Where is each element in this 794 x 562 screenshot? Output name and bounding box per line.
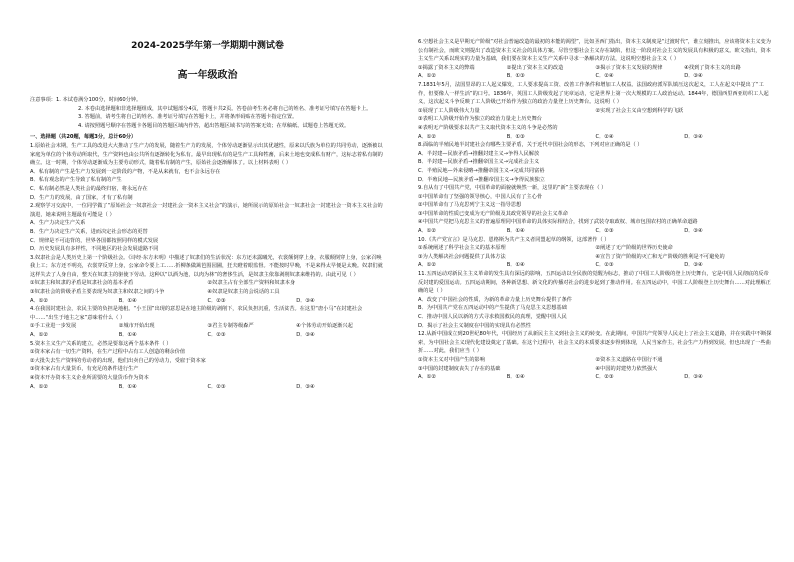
answer-choice: C．②③	[595, 262, 614, 269]
question-option: D．揭示了社会主义制度在中国的实现具有必然性	[418, 322, 531, 329]
question-option: ①系统阐述了科学社会主义的基本原理	[418, 245, 506, 252]
question-option: ③中国革命的性质已变成为无产阶级及其政党领导的社会主义革命	[418, 210, 568, 217]
question-stem: 8.面临的半殖民地半封建社会有哪些主要矛盾，关于近代中国社会的形态，下列对应正确的是（ ）	[418, 142, 643, 149]
answer-choice: C．②③	[595, 228, 614, 235]
answer-choice: B．①④	[118, 383, 137, 390]
question-stem: 5.资本主义生产关系的建立，必然是要靠这两个基本条件（ ）	[30, 340, 172, 347]
question-option: B．为中国共产党在五四运动中的产生提供了马克思主义思想基础	[418, 305, 567, 312]
question-option: ②阐述了无产阶级的世界历史使命	[595, 245, 673, 252]
answer-choice: C．②④	[595, 133, 614, 140]
question-option: D．生产力的发展，由了国家，才有了私有制	[30, 194, 133, 201]
question-option: ④宣告了资产阶级的灭亡和无产阶级的胜利是不可避免的	[595, 253, 725, 260]
question-option: C．私有制必然是人类社会的最终归宿，将永远存在	[30, 185, 148, 192]
question-option: ①奴隶主和奴隶的矛盾是奴隶社会的基本矛盾	[30, 280, 134, 287]
question-stem: 12.从新中国成立到20世纪80年代，中国经历了从新民主主义到社会主义的转变。在此期间，中国共产党领导人民走上了社会主义道路，并在实践中不断探索，为中国社会主义现代化建设奠定了基础。在这个过程中，社会主义的本质要求逐步得到体现，人民当家作主，社会生产力得到发展，但也出现了一些曲折……对此，我们应当（ ）	[418, 331, 772, 355]
section-heading: 一、选择题（共20题，每题3分，总计60分）	[30, 134, 137, 141]
answer-choice: B．①④	[506, 228, 525, 235]
answer-choice: A．①②	[30, 297, 49, 304]
question-12	[418, 330, 773, 382]
answer-choice: B．①③	[506, 133, 525, 140]
answer-choice: C．②③	[595, 374, 614, 381]
question-option: D．历史发展具有多样性，不同地区的社会发展道路不同	[30, 246, 159, 253]
question-option: ②资本主义道路在中国行不通	[595, 356, 663, 363]
question-4	[30, 305, 385, 339]
question-option: ③资本家占有大量货币，有充足的条件进行生产	[30, 366, 139, 373]
answer-choice: A．①②	[418, 374, 437, 381]
question-option: ②中国革命有了马克思列宁主义这一指导思想	[418, 202, 522, 209]
question-8	[418, 141, 773, 184]
question-option: A．私有制的产生是生产力发展到一定阶段的产物，不是从来就有，也不会永远存在	[30, 168, 221, 175]
question-stem: 7.1831年5月，法国里昂的工人起义爆发，工人要求提高工资、改善工作条件和增加工人权益。法国政府派军队镇压这次起义，工人在起义中提出了“工作，但要像人一样生活”的口号。1836年，英国工人阶级发起了宪章运动，它是世界上第一次大规模的工人政治运动。1844年，德国西里西亚纺织工人起义，这次起义斗争反映了工人阶级已开始作为独立的政治力量登上历史舞台。这说明（ ）	[418, 81, 769, 106]
question-option: B．私有观念的产生导致了私有制的产生	[30, 177, 122, 184]
answer-choice: B．①④	[118, 297, 137, 304]
exam-notes	[30, 96, 385, 130]
question-option: ②大批失去生产资料的劳动者的出现，他们出卖自己的劳动力，受雇于资本家	[30, 357, 206, 364]
question-stem: 4.在我国封建社会，农民主要的负担是地租。“小王国”出现的意思是在地主阶级的剥削下，农民负担沉重，生活贫苦。在这里“唐小马”在封建社会中……“出生于地主之家”意味着什么（ ）	[30, 306, 363, 321]
question-option: ④资本开办资本主义企业所需要的大量货币作为资本	[30, 375, 149, 381]
question-1	[30, 142, 385, 202]
note-line: 4. 请按照题号顺序在答题卡各题目的答题区域内作答，超出答题区域书写的答案无效；在草稿纸、试题卷上答题无效。	[78, 122, 350, 129]
question-option: ③揭示了资本主义发展的规律	[595, 64, 663, 71]
answer-choice: A．①②	[418, 133, 437, 140]
answer-choice: B．①④	[118, 332, 137, 339]
question-option: ②提出了资本主义的改造	[506, 64, 564, 71]
answer-choice: B．①④	[506, 374, 525, 381]
question-stem: 9.自从有了中国共产党，中国革命的面貌就焕然一新，这里的“新”主要表现在（ ）	[418, 185, 607, 192]
answer-choice: D．③④	[684, 73, 703, 80]
question-stem: 2.观察学习交流中，一位同学做了“原始社会一奴隶社会一封建社会一资本主义社会”的演示，她所展示的原始社会一奴隶社会一封建社会一资本主义社会的演进，她来说明主题最有可能是（ ）	[30, 203, 383, 218]
answer-choice: D．③④	[296, 332, 315, 339]
question-stem: 6.空想社会主义是早期无产阶级“对社会普遍改造的最初的本能的渴望”，比如圣西门指出，资本主义制度是“过渡时代”，谁立刻推出，应该将资本主义变为公有制社会，而欧文则提出了改造资本主义社会的具体方案。尽管空想社会主义存在缺陷，但这一阶段对社会主义的发展具有积极的意义。欧文指出，资本主义生产关系以现实的力量为基础，我们要在资本主义生产关系中寻求一条解决的方法，这说明空想社会主义（ ）	[418, 39, 771, 63]
answer-choice: A．①②	[418, 228, 437, 235]
answer-choice: A．①②	[418, 262, 437, 269]
question-option: ③表明工人阶级开始作为独立的政治力量走上历史舞台	[418, 116, 542, 123]
question-option: ④中国共产党把马克思主义的普遍原理同中国革命的具体实际相结合，找到了武装夺取政权、城市包围农村的正确革命道路	[418, 219, 698, 226]
question-6	[418, 38, 773, 81]
question-option: ④个体劳动开始逐渐兴起	[296, 323, 353, 330]
question-stem: 1.原始社会末期，生产工具的改进大大推动了生产力的发展，随着生产力的发展，个体劳动逐渐显示出其优越性，原来以氏族为单位的共同劳动，逐渐被以家庭为单位的个体劳动所取代，生产资料也由公共所有逐渐转化为私有。最早出现私有的是生产工具和牲畜，后来土地也变成私有财产，这标志着私有制的确立。这一时期，个体劳动逐渐成为主要劳动形式，随着私有制的产生，原始社会逐渐解体了。以上材料表明（ ）	[30, 142, 383, 167]
answer-choice: C．②③	[207, 332, 226, 339]
question-10	[418, 236, 773, 270]
answer-choice: D．③④	[684, 228, 703, 235]
question-option: B．生产力决定生产关系，进而决定社会形态的更替	[30, 228, 148, 235]
question-9	[418, 184, 773, 236]
answer-choice: A．①②	[30, 383, 49, 390]
question-option: ④中国的封建势力依然强大	[595, 365, 658, 372]
right-column	[418, 38, 773, 553]
question-option: C．半殖民地—外来侵略→推翻帝国主义→完成共同富裕	[418, 167, 545, 174]
answer-choice: B．①③	[506, 73, 525, 80]
question-option: ①手工业进一步发展	[30, 323, 77, 330]
question-stem: 10.《共产党宣言》是马克思、恩格斯为共产主义者同盟起草的纲领，这部著作（ ）	[418, 236, 610, 243]
question-option: ①资本家占有一切生产资料，在生产过程中占有工人创造的剩余价值	[30, 349, 186, 356]
question-option: A．半封建—民族矛盾→推翻封建主义→争得人民解放	[418, 150, 540, 157]
question-option: ②奴隶主占有全部生产资料和奴隶本身	[207, 280, 296, 287]
question-option: ③中国的封建制度丧失了存在的基础	[418, 365, 501, 372]
answer-choice: C．②④	[595, 73, 614, 80]
question-5	[30, 340, 385, 392]
question-option: ④奴隶是奴隶主的会说话的工具	[207, 289, 280, 296]
question-option: ①揭露了资本主义的弊端	[418, 64, 475, 71]
question-2	[30, 202, 385, 254]
answer-choice: D．③④	[684, 262, 703, 269]
answer-choice: A．①②	[30, 332, 49, 339]
note-line: 2. 本卷由选择题和非选择题组成，其中试题部分4页，答题卡共2页。答卷前考生务必将自己的姓名、准考证号填写在答题卡上。	[78, 105, 372, 112]
question-option: A．生产力决定生产关系	[30, 220, 86, 227]
question-stem: 11.五四运动对新民主主义革命的发生具有深远的影响，五四运动以全民族的觉醒为标志，推动了中国工人阶级的登上历史舞台，它是中国人民彻底的反帝反封建的爱国运动。五四运动期间，各种新思想、新文化的传播对社会的进步起到了推动作用。在五四运动中，中国工人阶级登上历史舞台……对此理解正确的是（ ）	[418, 271, 771, 295]
question-11	[418, 270, 773, 330]
answer-choice: D．③④	[296, 297, 315, 304]
exam-title: 2024-2025学年第一学期期中测试卷	[131, 41, 284, 51]
answer-choice: A．①②	[418, 73, 437, 80]
answer-choice: D．③④	[684, 133, 703, 140]
question-option: D．半殖民地—民族矛盾→推翻帝国主义→争得民族独立	[418, 176, 545, 183]
answer-choice: D．③④	[296, 383, 315, 390]
question-option: ③君主专制等级森严	[207, 323, 254, 330]
note-line: 注意事项：1. 本试卷满分100分，时间60分钟。	[30, 97, 142, 103]
answer-choice: D．③④	[684, 374, 703, 381]
answer-choice: C．②③	[207, 383, 226, 390]
question-stem: 3.奴隶社会是人类历史上第一个阶级社会。《诗经·东方未明》中描述了奴隶们的生活状况：东方还未露曦光，衣裳颠倒穿上身，衣服颠倒穿上身，公家召唤我上工；东方还不明亮，衣裳穿反穿上身，公家命令要上工……折柳条做篱笆围园圃，狂夫瞪着眼监督。不能按时早晚，不是来得太早便是太晚。奴隶们就这样失去了人身自由，整天在奴隶主的驱使下劳动。这种以“以酒为池，以肉为林”的奢侈生活，是奴隶主依靠剥削奴隶来维持的。由此可见（ ）	[30, 254, 383, 278]
question-option: ④表明无产阶级要求以共产主义取代资本主义的斗争是必然的	[418, 124, 558, 131]
question-option: ①中国革命有了坚强的领导核心，中国人民有了主心骨	[418, 193, 542, 200]
answer-choice: C．②③	[207, 297, 226, 304]
question-option: A．改变了中国社会的性质，为新的革命力量上历史舞台提供了条件	[418, 296, 572, 303]
question-option: B．半封建—民族矛盾→推翻帝国主义→完成社会主义	[418, 159, 540, 166]
question-3	[30, 254, 385, 306]
question-option: ③奴隶社会的阶级矛盾主要表现为奴隶主和奴隶之间的斗争	[30, 289, 165, 296]
question-option: ①展现了工人阶级伟大力量	[418, 107, 480, 114]
question-option: ②城市开始出现	[118, 323, 155, 330]
question-option: ③为人类解决社会问题提供了具体方法	[418, 253, 506, 260]
exam-subtitle: 高一年级政治	[177, 70, 238, 81]
question-option: C．推动中国人民以新的方式寻求救国救民的真理，觉醒中国人民	[418, 314, 567, 320]
question-option: ④找到了资本主义的出路	[684, 64, 741, 71]
answer-choice: B．①④	[506, 262, 525, 269]
question-option: C．规律是不可违背的，世界各国都按照同样的模式发展	[30, 237, 159, 244]
left-column	[30, 40, 385, 555]
question-option: ①资本主义对中国产生的影响	[418, 356, 485, 363]
question-option: ②实现了社会主义由空想到科学的飞跃	[595, 107, 684, 114]
note-line: 3. 答题前，请考生将自己的姓名、准考证号填写在答题卡上，并将条形码贴在答题卡指定位置。	[78, 114, 298, 121]
question-7	[418, 81, 773, 141]
